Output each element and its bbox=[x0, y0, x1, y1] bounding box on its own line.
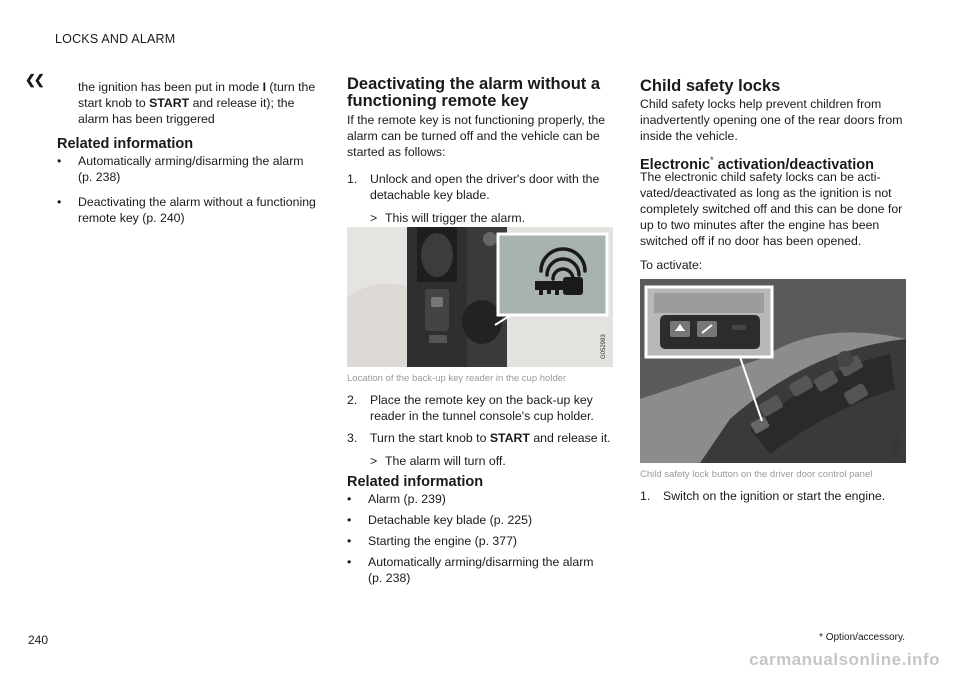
related-item[interactable]: • Automatically arming/disarming the alarm (p. 238) bbox=[57, 154, 304, 184]
related-list bbox=[57, 153, 327, 226]
page-number: 240 bbox=[28, 633, 49, 647]
step-1-result: > This will trigger the alarm. bbox=[370, 211, 526, 225]
cont-text-a: the ignition has been put in mode bbox=[78, 80, 263, 94]
image-caption: Location of the back-up key reader in the cup holder bbox=[347, 373, 567, 384]
key-reader-photo bbox=[347, 227, 613, 367]
double-chevron-left-icon[interactable]: ❮❮ bbox=[25, 72, 43, 87]
related-item[interactable]: • Starting the engine (p. 377) bbox=[347, 534, 518, 548]
cont-text-b: (turn the bbox=[266, 80, 316, 94]
start-word: START bbox=[149, 96, 190, 110]
to-activate-label: To activate: bbox=[640, 258, 703, 272]
bullet-icon: • bbox=[347, 492, 352, 506]
door-panel-photo bbox=[640, 279, 906, 463]
step-3: 3. Turn the start knob to START and release it. > The alarm will turn off. bbox=[347, 430, 617, 469]
related-item[interactable]: • Automatically arming/disarming the alarm (p. 238) bbox=[347, 555, 594, 585]
cont-text-d: and release it); the bbox=[189, 96, 295, 110]
section-header: LOCKS AND ALARM bbox=[55, 32, 176, 46]
bullet-icon: • bbox=[57, 154, 62, 168]
electronic-paragraph: The electronic child safety locks can be acti- vated/deactivated as long as the ignition is not completely switched off and this can be done for up to two minutes after the engine has been switched off if no door has been opened. bbox=[640, 170, 903, 248]
bullet-icon: • bbox=[347, 534, 352, 548]
key-reader-illustration bbox=[347, 227, 613, 367]
section-title: Deactivating the alarm without a functioning remote key bbox=[347, 75, 601, 110]
image-code: G052983 bbox=[601, 334, 607, 359]
bullet-icon: • bbox=[347, 513, 352, 527]
intro-paragraph: If the remote key is not functioning properly, the alarm can be turned off and the vehicle can be started as follows: bbox=[347, 113, 606, 159]
image-code: G053614 bbox=[894, 432, 900, 457]
door-panel-illustration bbox=[640, 279, 906, 463]
bullet-icon: • bbox=[57, 195, 62, 209]
related-item[interactable]: • Alarm (p. 239) bbox=[347, 492, 446, 506]
watermark: carmanualsonline.info bbox=[749, 650, 940, 669]
continuation-text bbox=[78, 79, 328, 127]
footnote: * Option/accessory. bbox=[819, 632, 905, 643]
mode-i: I bbox=[262, 80, 267, 94]
step-1: 1. Unlock and open the driver's door with the detachable key blade. > This will trigger the alarm. bbox=[347, 171, 617, 226]
related-info-heading: Related information bbox=[347, 474, 484, 490]
related-list bbox=[347, 491, 617, 586]
electronic-subheading: Electronic* activation/deactivation bbox=[640, 155, 874, 173]
section-title-child-locks: Child safety locks bbox=[640, 77, 781, 95]
step-3-result: > The alarm will turn off. bbox=[370, 454, 506, 468]
bullet-icon: • bbox=[347, 555, 352, 569]
cont-text-e: alarm has been triggered bbox=[78, 112, 215, 126]
cont-text-c: start knob to bbox=[78, 96, 150, 110]
related-info-heading: Related information bbox=[57, 136, 194, 152]
image-caption: Child safety lock button on the driver door control panel bbox=[640, 469, 873, 480]
related-item[interactable]: • Deactivating the alarm without a functioning remote key (p. 240) bbox=[57, 195, 316, 225]
step-2: 2. Place the remote key on the back-up key reader in the tunnel console's cup holder. bbox=[347, 393, 594, 423]
child-lock-step-1: 1. Switch on the ignition or start the engine. bbox=[640, 489, 886, 503]
child-locks-intro: Child safety locks help prevent children from inadvertently opening one of the rear doors from inside the vehicle. bbox=[640, 97, 903, 143]
related-item[interactable]: • Detachable key blade (p. 225) bbox=[347, 513, 533, 527]
